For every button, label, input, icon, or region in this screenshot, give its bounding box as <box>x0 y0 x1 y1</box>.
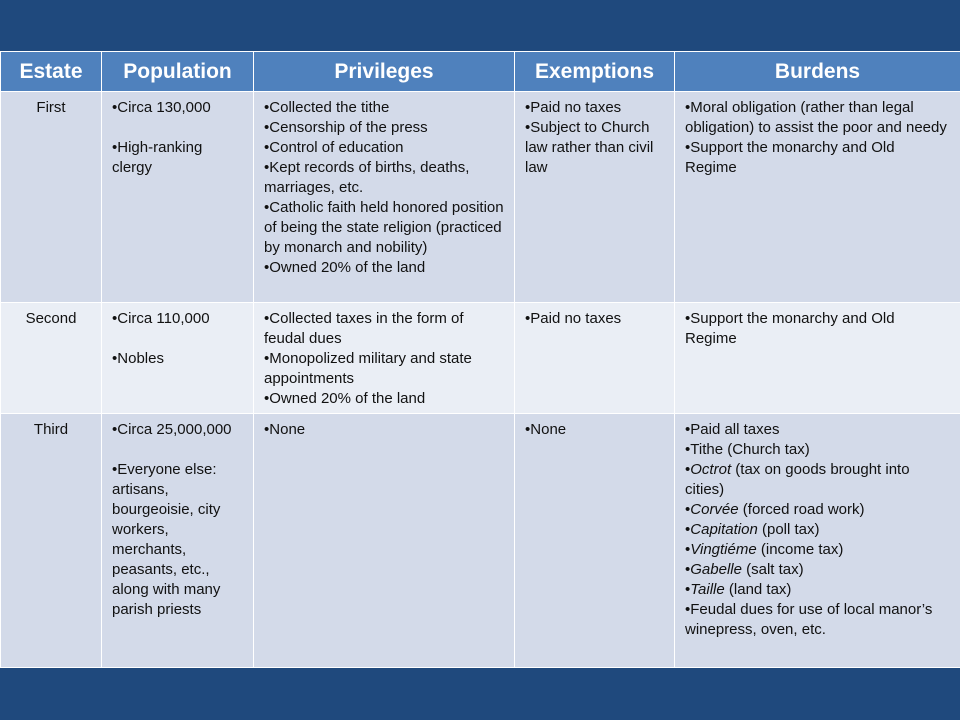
header-privileges: Privileges <box>254 52 515 92</box>
population-item: • Circa 130,000 <box>112 98 243 118</box>
burden-item <box>685 520 950 540</box>
exemption-item: • None <box>525 420 664 440</box>
population-item: • Circa 110,000 <box>112 309 243 329</box>
header-burdens: Burdens <box>675 52 960 92</box>
burden-text: (poll tax) <box>757 521 820 538</box>
population-item: • Everyone else: artisans, bourgeoisie, city workers, merchants, peasants, etc., along with many parish priests <box>112 460 243 620</box>
burden-text: (forced road work) <box>738 501 865 518</box>
burdens-cell <box>675 414 960 668</box>
burden-item <box>685 440 950 460</box>
privilege-item: • Owned 20% of the land <box>264 389 504 409</box>
burden-term: Vingtiéme <box>690 541 757 558</box>
exemptions-cell <box>515 92 675 303</box>
burden-text: (income tax) <box>756 541 844 558</box>
burdens-cell <box>675 303 960 414</box>
burden-term: Taille <box>690 581 725 598</box>
burden-term: Gabelle <box>690 561 742 578</box>
population-cell <box>102 92 254 303</box>
burden-term: Corvée <box>690 501 739 518</box>
estates-table <box>0 51 960 668</box>
burden-text: (tax on goods brought into cities) <box>685 461 910 498</box>
burdens-cell <box>675 92 960 303</box>
privilege-item: • Monopolized military and state appointments <box>264 349 504 389</box>
privilege-item: • Censorship of the press <box>264 118 504 138</box>
privileges-cell <box>254 303 515 414</box>
burden-item <box>685 540 950 560</box>
privileges-cell <box>254 414 515 668</box>
exemption-item: • Paid no taxes <box>525 309 664 329</box>
estate-name: First <box>1 92 102 303</box>
population-item: • Nobles <box>112 349 243 369</box>
population-cell <box>102 414 254 668</box>
privilege-item: • Control of education <box>264 138 504 158</box>
burden-term: Octrot <box>690 461 732 478</box>
slide-content <box>0 51 960 668</box>
table-row-third-estate <box>1 414 960 668</box>
privilege-item: • Collected taxes in the form of feudal dues <box>264 309 504 349</box>
estate-name: Third <box>1 414 102 668</box>
burden-item <box>685 500 950 520</box>
burden-text: (salt tax) <box>741 561 804 578</box>
privileges-cell <box>254 92 515 303</box>
burden-item: • Support the monarchy and Old Regime <box>685 309 950 349</box>
population-cell <box>102 303 254 414</box>
burden-text: Tithe (Church tax) <box>690 441 810 458</box>
privilege-item: • None <box>264 420 504 440</box>
burden-item: • Moral obligation (rather than legal obligation) to assist the poor and needy <box>685 98 950 138</box>
privilege-item: • Kept records of births, deaths, marriages, etc. <box>264 158 504 198</box>
exemption-item: • Paid no taxes <box>525 98 664 118</box>
burden-item: • Support the monarchy and Old Regime <box>685 138 950 178</box>
header-exemptions: Exemptions <box>515 52 675 92</box>
privilege-item: • Owned 20% of the land <box>264 258 504 278</box>
header-estate: Estate <box>1 52 102 92</box>
exemptions-cell <box>515 414 675 668</box>
population-item: • High-ranking clergy <box>112 138 243 178</box>
table-row-second-estate <box>1 303 960 414</box>
header-population: Population <box>102 52 254 92</box>
burden-text: (land tax) <box>724 581 792 598</box>
table-row-first-estate <box>1 92 960 303</box>
burden-item <box>685 600 950 640</box>
burden-item <box>685 560 950 580</box>
burden-item <box>685 580 950 600</box>
privilege-item: • Collected the tithe <box>264 98 504 118</box>
burden-item <box>685 420 950 440</box>
burden-text: Paid all taxes <box>690 421 780 438</box>
population-item: • Circa 25,000,000 <box>112 420 243 440</box>
exemption-item: • Subject to Church law rather than civil law <box>525 118 664 178</box>
burden-item <box>685 460 950 500</box>
burden-text: Feudal dues for use of local manor’s winepress, oven, etc. <box>685 601 933 638</box>
header-row <box>1 52 960 92</box>
burden-term: Capitation <box>690 521 758 538</box>
exemptions-cell <box>515 303 675 414</box>
estate-name: Second <box>1 303 102 414</box>
privilege-item: • Catholic faith held honored position of being the state religion (practiced by monarch and nobility) <box>264 198 504 258</box>
